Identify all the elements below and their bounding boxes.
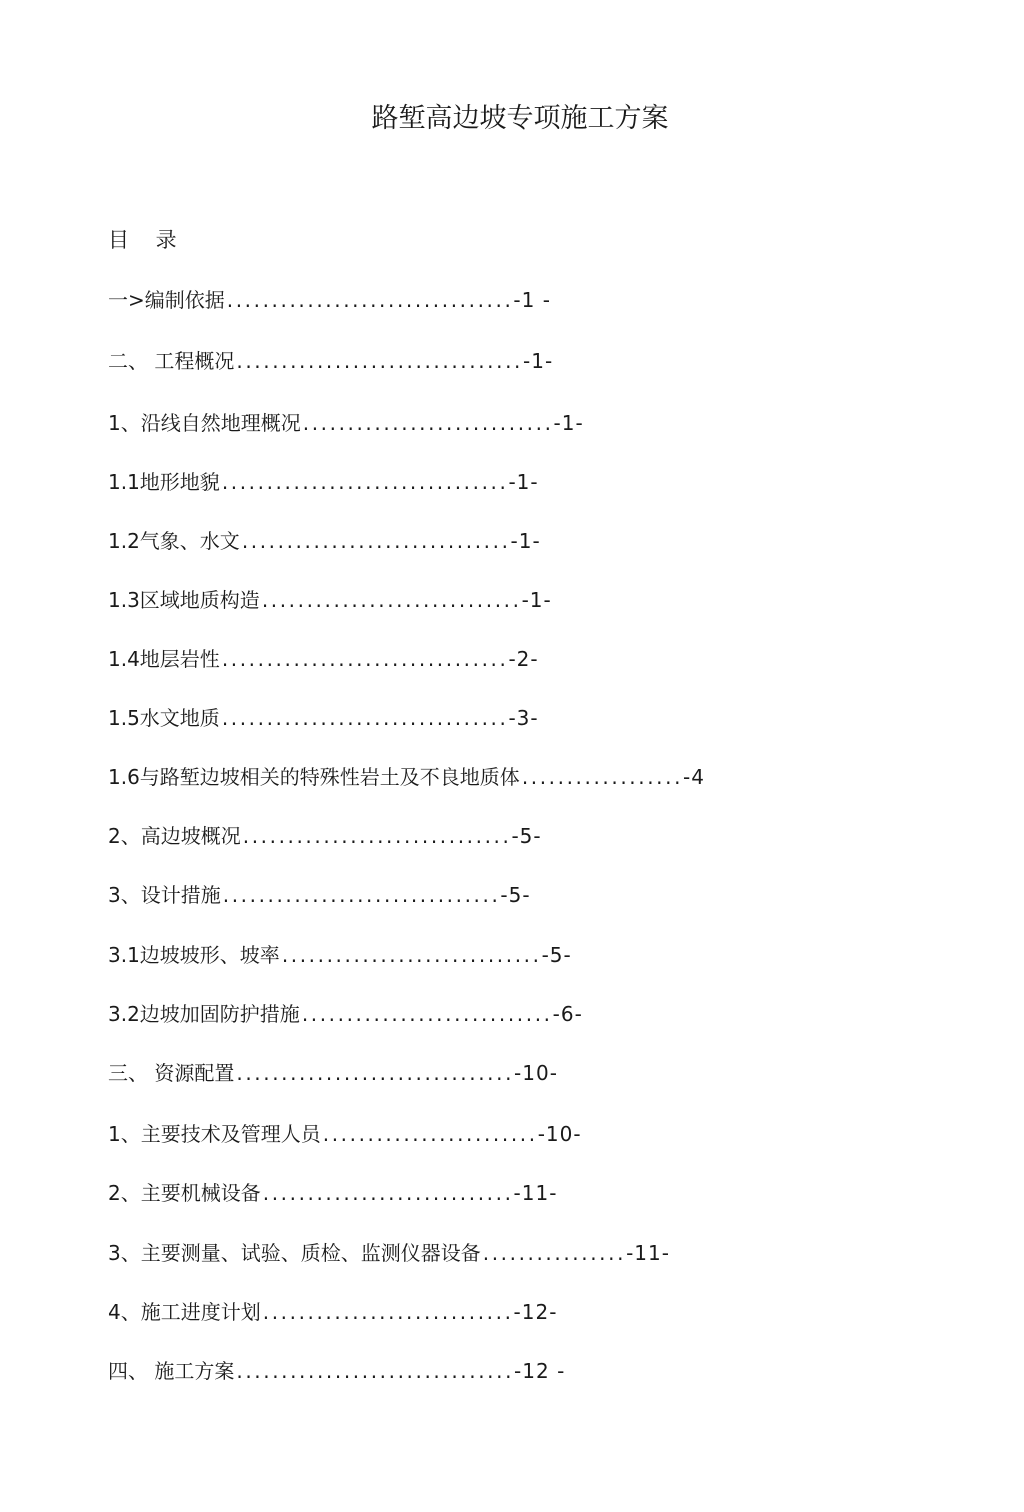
- toc-leader-dots: ........................: [322, 1122, 538, 1146]
- toc-entry-survey-instruments[interactable]: [108, 1239, 670, 1267]
- toc-page-number: -2-: [508, 647, 539, 671]
- toc-leader-dots: .............................: [261, 588, 522, 612]
- toc-leader-dots: ................................: [221, 706, 509, 730]
- toc-leader-dots: ................................: [226, 288, 514, 312]
- toc-entry-label: 3.2边坡加固防护措施: [108, 1002, 300, 1026]
- toc-page-number: -11-: [513, 1181, 558, 1205]
- toc-page-number: -1-: [521, 588, 552, 612]
- toc-page-number: -10-: [514, 1061, 558, 1085]
- toc-leader-dots: ................................: [221, 470, 509, 494]
- toc-leader-dots: ............................: [262, 1300, 514, 1324]
- toc-page-number: -4: [683, 765, 705, 789]
- toc-leader-dots: ...............................: [222, 883, 501, 907]
- toc-entry-compilation-basis[interactable]: [108, 286, 551, 314]
- toc-page-number: -10-: [537, 1122, 582, 1146]
- toc-entry-label: 3.1边坡坡形、坡率: [108, 943, 280, 967]
- toc-entry-natural-geography[interactable]: [108, 409, 584, 437]
- toc-leader-dots: ............................: [302, 411, 554, 435]
- toc-entry-meteorology-hydrology[interactable]: [108, 527, 541, 555]
- toc-leader-dots: ................................: [236, 349, 523, 373]
- toc-entry-resource-allocation[interactable]: [108, 1059, 558, 1087]
- toc-heading: 目 录: [108, 228, 187, 252]
- toc-entry-label: 1.3区域地质构造: [108, 588, 260, 612]
- toc-entry-hydrogeology[interactable]: [108, 704, 539, 732]
- toc-entry-slope-shape-ratio[interactable]: [108, 941, 572, 969]
- toc-entry-label: 1.2气象、水文: [108, 529, 240, 553]
- toc-leader-dots: ............................: [301, 1002, 553, 1026]
- toc-entry-main-equipment[interactable]: [108, 1179, 557, 1207]
- toc-page-number: -12-: [513, 1300, 558, 1324]
- toc-leader-dots: ................................: [221, 647, 509, 671]
- toc-entry-label: 1.6与路堑边坡相关的特殊性岩土及不良地质体: [108, 765, 520, 789]
- toc-leader-dots: ..................: [521, 765, 684, 789]
- document-title: 路堑高边坡专项施工方案: [371, 103, 669, 134]
- toc-page-number: -1-: [553, 411, 584, 435]
- toc-leader-dots: .............................: [281, 943, 542, 967]
- toc-entry-label: 1.5水文地质: [108, 706, 220, 730]
- toc-page-number: -1 -: [513, 288, 551, 312]
- toc-entry-label: 3、主要测量、试验、质检、监测仪器设备: [108, 1241, 481, 1265]
- toc-entry-label: 2、主要机械设备: [108, 1181, 261, 1205]
- toc-entry-label: 1.4地层岩性: [108, 647, 220, 671]
- toc-page-number: -12 -: [514, 1359, 566, 1383]
- toc-entry-label: 一>编制依据: [108, 288, 225, 312]
- toc-entry-label: 二、 工程概况: [108, 349, 235, 373]
- toc-entry-slope-reinforcement[interactable]: [108, 1000, 583, 1028]
- toc-leader-dots: ................: [482, 1241, 627, 1265]
- toc-entry-special-soils[interactable]: [108, 763, 705, 791]
- toc-page-number: -1-: [523, 349, 554, 373]
- toc-leader-dots: ..............................: [242, 824, 512, 848]
- toc-entry-label: 1、主要技术及管理人员: [108, 1122, 321, 1146]
- toc-page-number: -5-: [511, 824, 542, 848]
- toc-page-number: -6-: [552, 1002, 583, 1026]
- toc-leader-dots: ..............................: [241, 529, 511, 553]
- toc-entry-key-personnel[interactable]: [108, 1120, 582, 1148]
- toc-page-number: -11-: [626, 1241, 670, 1265]
- toc-leader-dots: ...............................: [236, 1359, 515, 1383]
- toc-entry-label: 三、 资源配置: [108, 1061, 235, 1085]
- toc-page-number: -1-: [508, 470, 539, 494]
- toc-entry-label: 3、设计措施: [108, 883, 221, 907]
- toc-entry-stratum-lithology[interactable]: [108, 645, 539, 673]
- toc-entry-high-slope-overview[interactable]: [108, 822, 542, 850]
- toc-entry-construction-schedule[interactable]: [108, 1298, 557, 1326]
- toc-leader-dots: ...............................: [236, 1061, 515, 1085]
- toc-entry-label: 2、高边坡概况: [108, 824, 241, 848]
- toc-entry-label: 4、施工进度计划: [108, 1300, 261, 1324]
- toc-entry-regional-geology[interactable]: [108, 586, 552, 614]
- toc-page-number: -5-: [541, 943, 572, 967]
- toc-entry-label: 1、沿线自然地理概况: [108, 411, 301, 435]
- toc-entry-label: 1.1地形地貌: [108, 470, 220, 494]
- toc-leader-dots: ............................: [262, 1181, 514, 1205]
- toc-page-number: -5-: [500, 883, 531, 907]
- toc-entry-project-overview[interactable]: [108, 347, 553, 375]
- toc-entry-label: 四、 施工方案: [108, 1359, 235, 1383]
- toc-entry-topography[interactable]: [108, 468, 539, 496]
- toc-page-number: -3-: [508, 706, 539, 730]
- toc-page-number: -1-: [510, 529, 541, 553]
- toc-entry-construction-plan[interactable]: [108, 1357, 565, 1385]
- toc-entry-design-measures[interactable]: [108, 881, 531, 909]
